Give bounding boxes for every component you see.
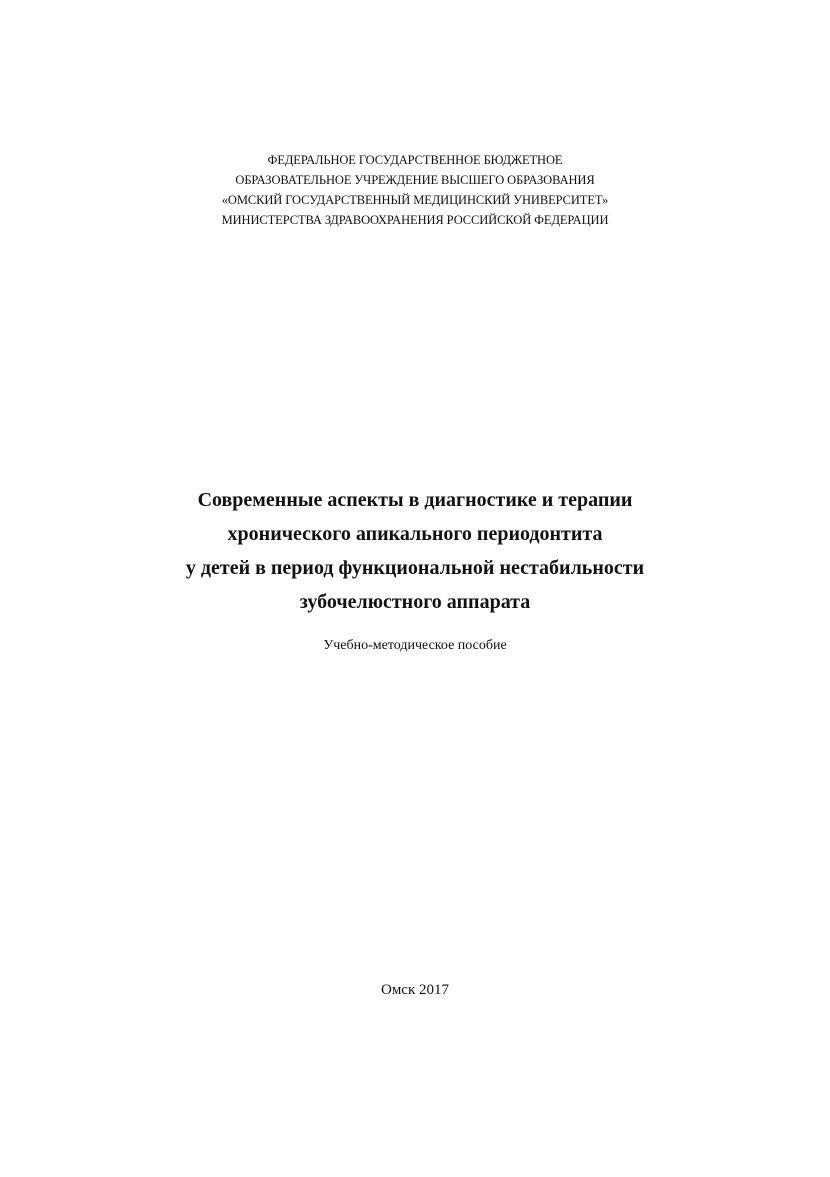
institution-header	[0, 150, 830, 230]
document-title	[0, 483, 830, 619]
institution-line-4: МИНИСТЕРСТВА ЗДРАВООХРАНЕНИЯ РОССИЙСКОЙ ФЕДЕРАЦИИ	[221, 213, 609, 227]
document-type: Учебно-методическое пособие	[323, 638, 507, 653]
publication-place-year: Омск 2017	[380, 982, 450, 998]
title-line-1: Современные аспекты в диагностике и терапии	[197, 489, 633, 511]
institution-line-2: ОБРАЗОВАТЕЛЬНОЕ УЧРЕЖДЕНИЕ ВЫСШЕГО ОБРАЗОВАНИЯ	[235, 173, 595, 187]
title-line-4: зубочелюстного аппарата	[299, 591, 531, 613]
institution-line-1: ФЕДЕРАЛЬНОЕ ГОСУДАРСТВЕННОЕ БЮДЖЕТНОЕ	[267, 153, 563, 167]
institution-line-3: «ОМСКИЙ ГОСУДАРСТВЕННЫЙ МЕДИЦИНСКИЙ УНИВЕРСИТЕТ»	[221, 193, 609, 207]
title-line-2: хронического апикального периодонтита	[227, 523, 603, 545]
title-line-3: у детей в период функциональной нестабильности	[185, 557, 645, 579]
